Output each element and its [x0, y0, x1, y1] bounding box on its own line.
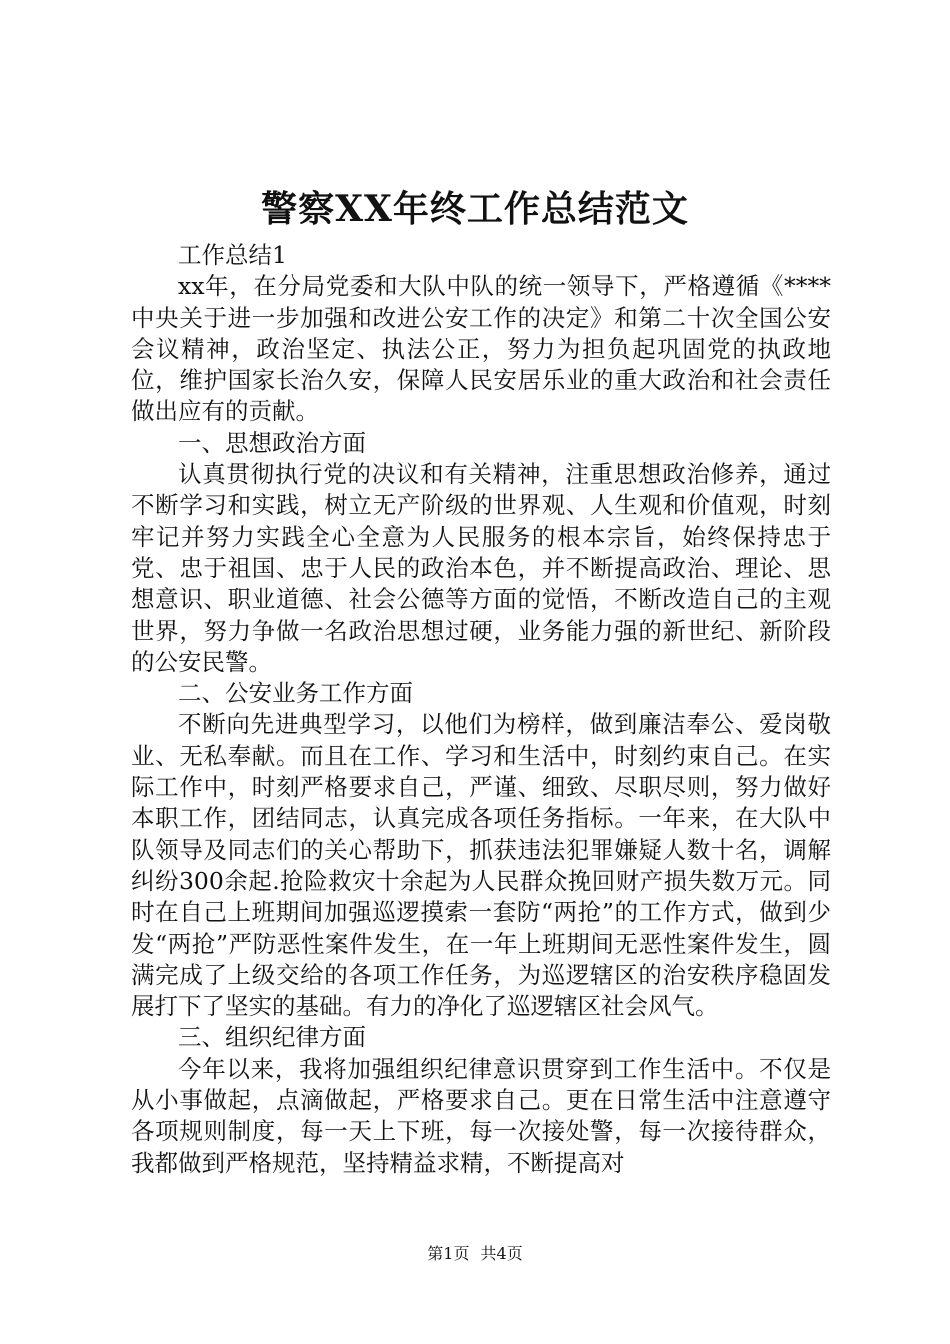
page-total: 共4页: [480, 1244, 523, 1263]
body-paragraph: 今年以来，我将加强组织纪律意识贯穿到工作生活中。不仅是从小事做起，点滴做起，严格要求自己。更在日常生活中注意遵守各项规则制度，每一天上下班，每一次接处警，每一次接待群众，我都做到严格规范，坚持精益求精，不断提高对: [131, 1054, 831, 1177]
intro-paragraph: xx年，在分局党委和大队中队的统一领导下，严格遵循《****中央关于进一步加强和改进公安工作的决定》和第二十次全国公安会议精神，政治坚定、执法公正，努力为担负起巩固党的执政地位，维护国家长治久安，保障人民安居乐业的重大政治和社会责任做出应有的贡献。: [131, 272, 831, 426]
section-label: 工作总结1: [178, 241, 287, 269]
section-heading: 三、组织纪律方面: [178, 1023, 366, 1052]
body-paragraph: 认真贯彻执行党的决议和有关精神，注重思想政治修养，通过不断学习和实践，树立无产阶级的世界观、人生观和价值观，时刻牢记并努力实践全心全意为人民服务的根本宗旨，始终保持忠于党、忠于祖国、忠于人民的政治本色，并不断提高政治、理论、思想意识、职业道德、社会公德等方面的觉悟，不断改造自己的主观世界，努力争做一名政治思想过硬，业务能力强的新世纪、新阶段的公安民警。: [131, 460, 831, 676]
section-heading: 二、公安业务工作方面: [178, 679, 413, 708]
section-heading: 一、思想政治方面: [178, 428, 366, 457]
page-footer: [0, 1243, 950, 1265]
document-title: 警察XX年终工作总结范文: [261, 188, 689, 230]
page-number: 第1页: [427, 1244, 470, 1263]
body-paragraph: 不断向先进典型学习，以他们为榜样，做到廉洁奉公、爱岗敬业、无私奉献。而且在工作、学习和生活中，时刻约束自己。在实际工作中，时刻严格要求自己，严谨、细致、尽职尽则，努力做好本职工作，团结同志，认真完成各项任务指标。一年来，在大队中队领导及同志们的关心帮助下，抓获违法犯罪嫌疑人数十名，调解纠纷300余起.抢险救灾十余起为人民群众挽回财产损失数万元。同时在自己上班期间加强巡逻摸索一套防“两抢”的工作方式，做到少发“两抢”严防恶性案件发生，在一年上班期间无恶性案件发生，圆满完成了上级交给的各项工作任务，为巡逻辖区的治安秩序稳固发展打下了坚实的基础。有力的净化了巡逻辖区社会风气。: [131, 710, 831, 1021]
document-body: [131, 240, 831, 1179]
